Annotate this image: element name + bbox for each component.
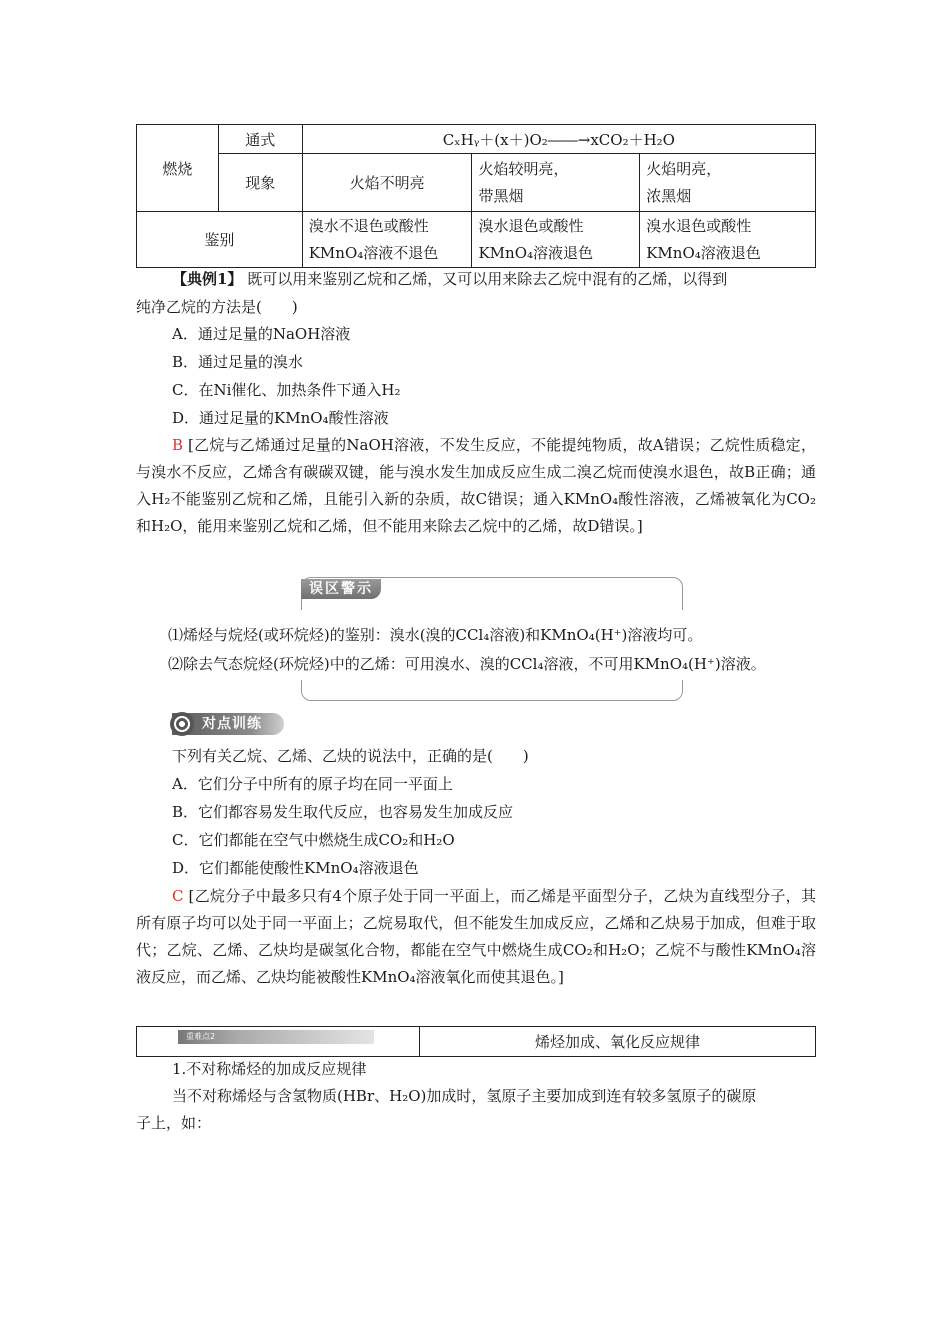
- example1-option-a: A．通过足量的NaOH溶液: [172, 325, 351, 343]
- combustion-label: 燃烧: [137, 125, 219, 212]
- formula-label: 通式: [218, 125, 302, 154]
- example1-explanation: [乙烷与乙烯通过足量的NaOH溶液，不发生反应，不能提纯物质，故A错误；乙烷性质稳定，与溴水不反应，乙烯含有碳碳双键，能与溴水发生加成反应生成二溴乙烷而使溴水退色，故B正确；通入H₂不能鉴别乙烷和乙烯，且能引入新的杂质，故C错误；通入KMnO₄酸性溶液，乙烯被氧化为CO₂和H₂O，能用来鉴别乙烷和乙烯，但不能用来除去乙烷中的乙烯，故D错误。]: [136, 436, 816, 535]
- example1-option-b: B．通过足量的溴水: [172, 353, 304, 371]
- practice-question: 下列有关乙烷、乙烯、乙炔的说法中，正确的是( ): [172, 747, 529, 765]
- identify-alkene: 溴水退色或酸性 KMnO₄溶液退色: [472, 212, 640, 268]
- example1-option-d: D．通过足量的KMnO₄酸性溶液: [172, 409, 389, 427]
- practice-tag: 对点训练: [202, 716, 262, 732]
- example1-question: 既可以用来鉴别乙烷和乙烯，又可以用来除去乙烷中混有的乙烯，以得到: [247, 270, 728, 288]
- practice-answer: C: [172, 887, 184, 905]
- phenomenon-label: 现象: [218, 154, 302, 212]
- warning-point-1: ⑴烯烃与烷烃(或环烷烃)的鉴别：溴水(溴的CCl₄溶液)和KMnO₄(H⁺)溶液均可。: [168, 626, 703, 644]
- phenomenon-alkyne: 火焰明亮， 浓黑烟: [640, 154, 816, 212]
- practice-option-c: C．它们都能在空气中燃烧生成CO₂和H₂O: [172, 831, 455, 849]
- practice-explanation-block: [136, 883, 816, 991]
- identify-alkane: 溴水不退色或酸性 KMnO₄溶液不退色: [302, 212, 472, 268]
- identify-alkyne: 溴水退色或酸性 KMnO₄溶液退色: [640, 212, 816, 268]
- practice-option-b: B．它们都容易发生取代反应，也容易发生加成反应: [172, 803, 514, 821]
- section1-body-line1: 当不对称烯烃与含氢物质(HBr、H₂O)加成时，氢原子主要加成到连有较多氢原子的碳原: [172, 1087, 757, 1105]
- warning-point-2: ⑵除去气态烷烃(环烷烃)中的乙烯：可用溴水、溴的CCl₄溶液，不可用KMnO₄(H⁺)溶液。: [168, 655, 766, 673]
- example1-explanation-block: [136, 432, 816, 540]
- phenomenon-alkane: 火焰不明亮: [302, 154, 472, 212]
- property-table: [136, 124, 816, 268]
- keypoint-title: 烯烃加成、氧化反应规律: [420, 1027, 816, 1057]
- example1-question-line1: [136, 266, 852, 293]
- practice-option-d: D．它们都能使酸性KMnO₄溶液退色: [172, 859, 419, 877]
- section1-body-line2: 子上，如：: [136, 1114, 212, 1132]
- warning-tag: 误区警示: [301, 579, 381, 599]
- practice-option-a: A．它们分子中所有的原子均在同一平面上: [172, 775, 453, 793]
- example1-question-line2: 纯净乙烷的方法是( ): [136, 298, 298, 316]
- phenomenon-alkene: 火焰较明亮， 带黑烟: [472, 154, 640, 212]
- section1-heading: 1.不对称烯烃的加成反应规律: [172, 1060, 367, 1078]
- example1-option-c: C．在Ni催化、加热条件下通入H₂: [172, 381, 401, 399]
- combustion-formula: CₓHᵧ＋(x＋)O₂――→xCO₂＋H₂O: [302, 125, 815, 154]
- practice-explanation: [乙烷分子中最多只有4个原子处于同一平面上，而乙烯是平面型分子，乙炔为直线型分子，其所有原子均可以处于同一平面上；乙烷易取代，但不能发生加成反应，乙烯和乙炔易于加成，但难于取代；乙烷、乙烯、乙炔均是碳氢化合物，都能在空气中燃烧生成CO₂和H₂O；乙烷不与酸性KMnO₄溶液反应，而乙烯、乙炔均能被酸性KMnO₄溶液氧化而使其退色。]: [136, 887, 816, 986]
- target-icon: [170, 712, 194, 736]
- identify-label: 鉴别: [137, 212, 303, 268]
- keypoint-tag: 重难点2: [178, 1030, 374, 1044]
- example1-title: 【典例1】: [172, 270, 243, 288]
- example1-answer: B: [172, 436, 184, 454]
